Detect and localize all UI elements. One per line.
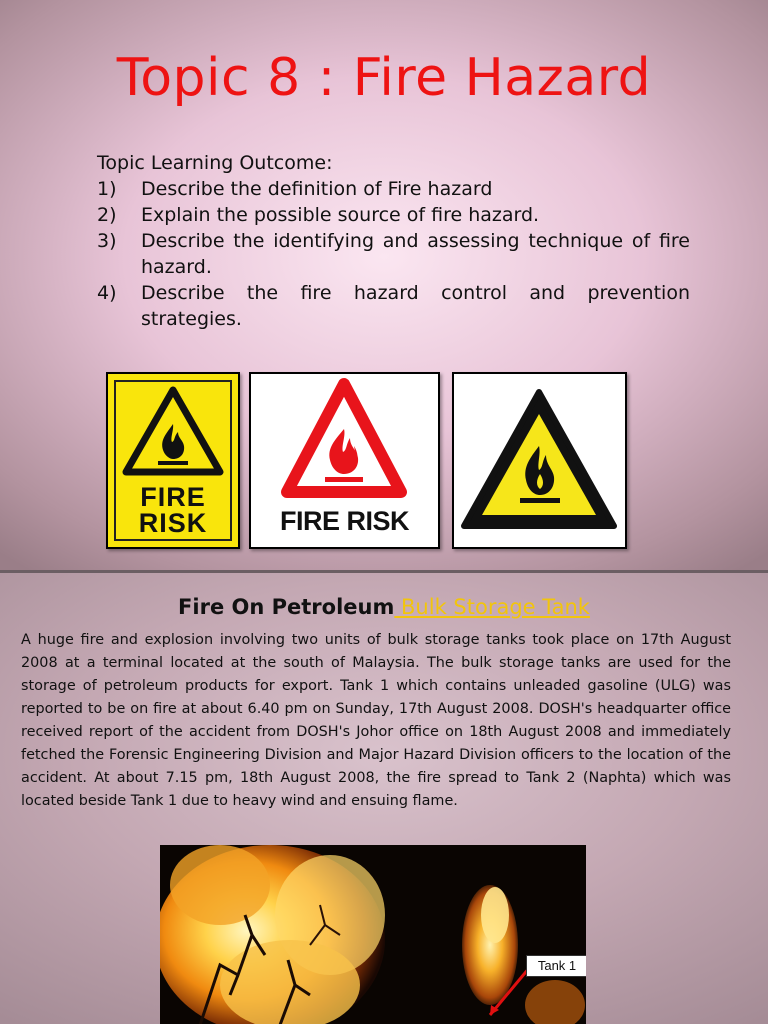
outcome-text: Describe the fire hazard control and prevention strategies. — [141, 282, 690, 330]
case-title-text: Fire On Petroleum — [178, 595, 395, 619]
outcome-number: 3) — [97, 230, 117, 252]
outcomes-heading: Topic Learning Outcome: — [97, 152, 333, 174]
sign-text — [108, 484, 238, 536]
outcomes-list — [97, 176, 690, 332]
outcome-item — [97, 176, 690, 202]
slide-case-study — [0, 573, 768, 1024]
fire-risk-sign-red — [249, 372, 440, 549]
fire-scene-image — [160, 845, 586, 1024]
fire-risk-sign-yellow — [106, 372, 240, 549]
outcome-number: 4) — [97, 282, 117, 304]
outcome-item — [97, 202, 690, 228]
flame-warning-icon — [251, 374, 438, 504]
slide-title: Topic 8 : Fire Hazard — [116, 48, 652, 108]
case-description: A huge fire and explosion involving two units of bulk storage tanks took place on 17th August 2008 at a terminal located at the south of Malaysia. The bulk storage tanks are used for the storage of petroleum products for export. Tank 1 which contains unleaded gasoline (ULG) was reported to be on fire at about 6.40 pm on Sunday, 17th August 2008. DOSH's headquarter office received report of the accident from DOSH's Johor office on 18th August 2008 and immediately fetched the Forensic Engineering Division and Major Hazard Division officers to the location of the accident. At about 7.15 pm, 18th August 2008, the fire spread to Tank 2 (Naphta) which was located beside Tank 1 due to heavy wind and ensuing flame. — [21, 632, 731, 809]
outcome-item — [97, 228, 690, 280]
flammable-warning-sign — [452, 372, 627, 549]
sign-text: FIRE RISK — [279, 506, 409, 536]
outcome-number: 2) — [97, 204, 117, 226]
tank-1-label: Tank 1 — [526, 955, 586, 977]
outcome-text: Describe the identifying and assessing technique of fire hazard. — [141, 230, 690, 278]
outcome-text: Explain the possible source of fire hazard. — [141, 204, 540, 226]
bulk-storage-tank-link[interactable]: Bulk Storage Tank — [394, 595, 590, 619]
flammable-triangle-icon — [454, 374, 625, 547]
outcome-text: Describe the definition of Fire hazard — [141, 178, 493, 200]
outcome-item — [97, 280, 690, 332]
case-title — [0, 593, 768, 621]
learning-outcomes — [97, 150, 690, 332]
flame-warning-icon — [108, 384, 238, 494]
outcome-number: 1) — [97, 178, 117, 200]
sign-text-line: RISK — [138, 508, 208, 538]
tank-fire-photo — [160, 845, 586, 1024]
sign-text-line: FIRE — [140, 482, 206, 512]
